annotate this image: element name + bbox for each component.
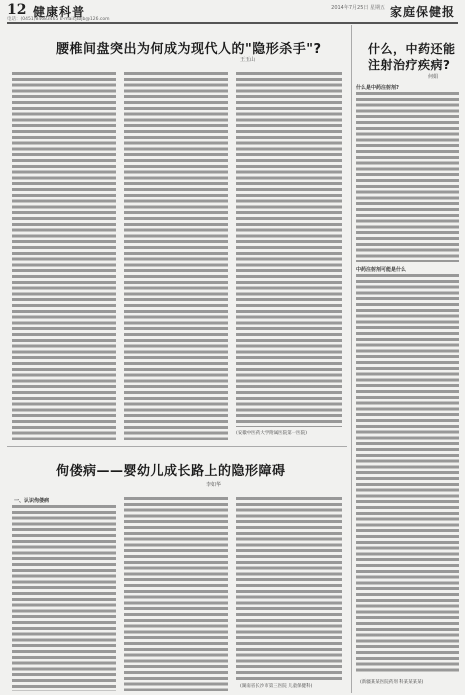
article3-subheading-2: 中药注射剂可能是什么 [356,267,407,273]
editor-contact: 电话：(0451)84683465 E-mail:jtbjb@126.com [7,17,110,22]
header-rule [7,22,458,24]
article3-subheading-1: 什么是中药注射剂? [356,85,399,91]
issue-date: 2014年7月25日 星期五 [331,5,385,11]
article2-column-1 [12,505,116,691]
article2-title: 佝偻病——婴幼儿成长路上的隐形障碍 [56,464,286,479]
article3-byline: 何娟 [428,74,439,80]
section-title: 健康科普 [33,5,86,19]
article1-column-1 [12,72,116,440]
article3-text-2 [356,274,459,674]
article3-title-line1: 什么，中药还能 [368,42,456,56]
article2-subheading: 一、认识佝偻病 [14,498,50,504]
page-number: 12 [7,2,27,18]
article2-byline: 李如华 [206,482,222,488]
article3-source: (新疆某某医院药剂 科某某某某) [360,680,424,685]
article2-column-3 [236,497,342,680]
article-divider [7,446,347,447]
article1-title: 腰椎间盘突出为何成为现代人的"隐形杀手"? [56,42,322,57]
article1-column-2 [124,72,228,440]
article3-text-1 [356,92,459,262]
article3-title-line2: 注射治疗疾病? [368,58,451,72]
column-divider-right [351,25,352,693]
article2-source: (湖南省长沙市第三医院 儿童保健科) [240,684,313,689]
article1-column-3 [236,72,342,427]
newspaper-name: 家庭保健报 [389,5,455,19]
article2-column-2 [124,497,228,691]
article1-byline: 王玉山 [240,57,256,63]
article1-source: (安徽中医药大学附属医院第一医院) [236,431,308,436]
